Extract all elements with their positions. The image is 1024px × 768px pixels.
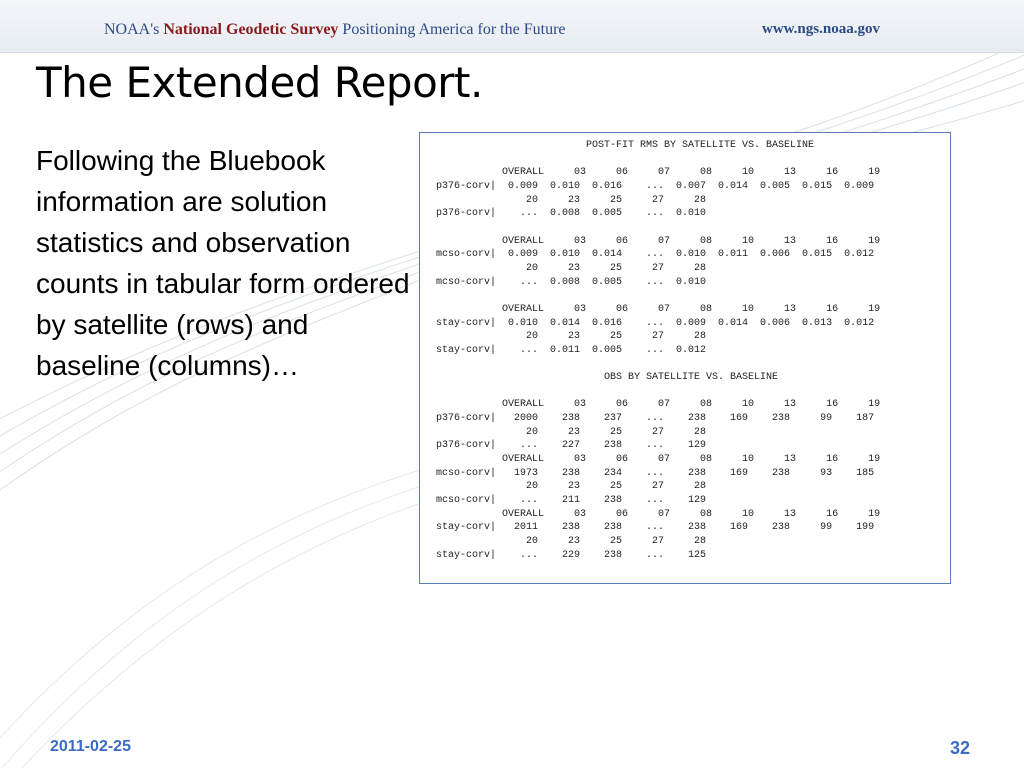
extended-report-box [419,132,951,584]
header-band [0,0,1024,53]
tagline: Positioning America for the Future [342,21,566,38]
survey-name: National Geodetic Survey [163,21,339,38]
website-url: www.ngs.noaa.gov [762,21,880,37]
extended-report-text: POST-FIT RMS BY SATELLITE VS. BASELINE OVERALL 03 06 07 08 10 13 16 19 p376-corv| 0.009 0.010 0.016 ... 0.007 0.014 0.005 0.015 0.009 20 23 25 27 28 p376-corv| ... 0.008 0.005 ... 0.010 OVERALL 03 06 07 08 10 13 16 19 mcso-corv| 0.009 0.010 0.014 ... 0.010 0.011 0.006 0.015 0.012 20 23 25 27 28 mcso-corv| ... 0.008 0.005 ... 0.010 OVERALL 03 06 07 08 10 13 16 19 stay-corv| 0.010 0.014 0.016 ... 0.009 0.014 0.006 0.013 0.012 20 23 25 27 28 stay-corv| ... 0.011 0.005 ... 0.012 OBS BY SATELLITE VS. BASELINE OVERALL 03 06 07 08 10 13 16 19 p376-corv| 2000 238 237 ... 238 169 238 99 187 20 23 25 27 28 p376-corv| ... 227 238 ... 129 OVERALL 03 06 07 08 10 13 16 19 mcso-corv| 1973 238 234 ... 238 169 238 93 185 20 23 25 27 28 mcso-corv| ... 211 238 ... 129 OVERALL 03 06 07 08 10 13 16 19 stay-corv| 2011 238 238 ... 238 169 238 99 199 20 23 25 27 28 stay-corv| ... 229 238 ... 125 [436,140,881,561]
slide-body-text: Following the Bluebook information are solution statistics and observation counts in tabular form ordered by satellite (rows) and baseline (columns)… [36,145,410,381]
slide-page-number: 32 [950,738,971,758]
footer-date: 2011-02-25 [50,738,131,755]
brand-name: NOAA's [104,21,160,38]
slide-title: The Extended Report. [36,58,483,107]
organization-banner [104,21,566,39]
